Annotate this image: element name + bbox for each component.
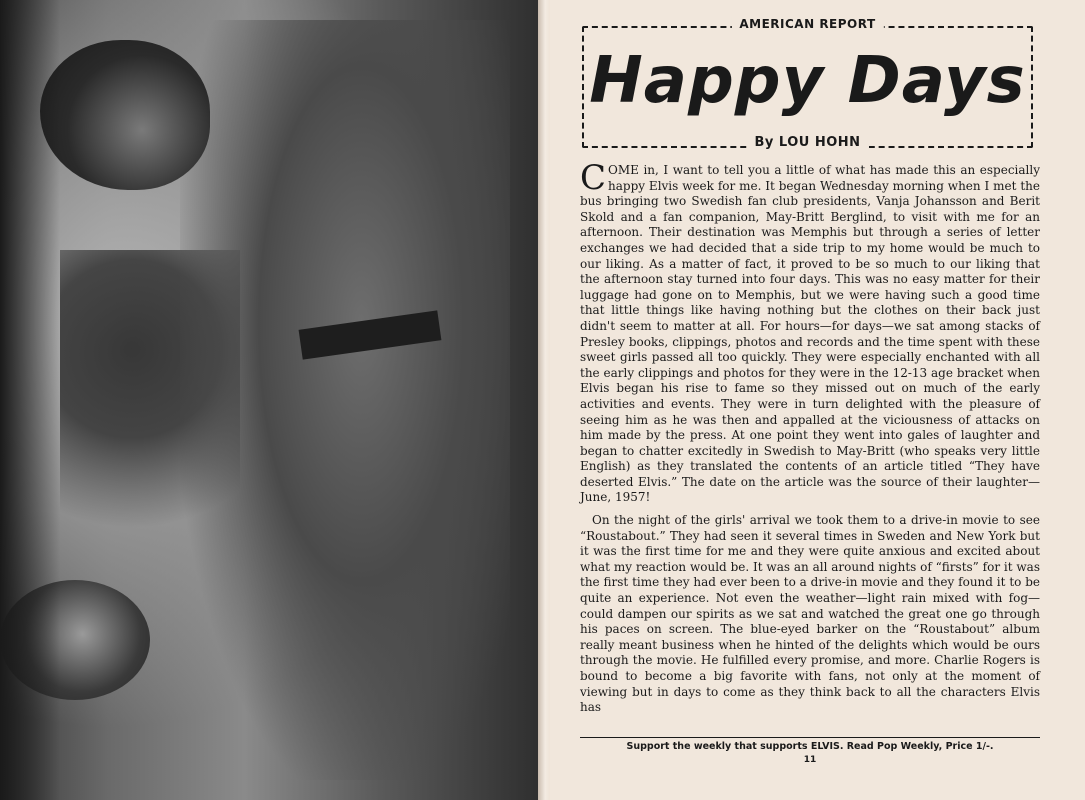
article-title: Happy Days [589, 44, 1026, 118]
drop-cap: C [580, 158, 607, 198]
headline-box [582, 17, 1033, 150]
photo-main-figure [180, 20, 510, 780]
photo-frame-shadow [0, 0, 60, 800]
article-page [550, 0, 1085, 800]
byline: By LOU HOHN [746, 135, 868, 150]
section-kicker: AMERICAN REPORT [731, 17, 883, 31]
footer-tagline: Support the weekly that supports ELVIS. Read Pop Weekly, Price 1/-. [626, 741, 994, 752]
paragraph-1-text: OME in, I want to tell you a little of what has made this an especially happy Elvis week for me. It began Wednesday morning when I met the bus bringing two Swedish fan club presidents, Vanja Johansson and Berit Skold and a fan companion, May-Britt Berglind, to visit with me for an afternoon. Their destination was Memphis but through a series of letter exchanges we had decided that a side trip to my home would be much to our liking. As a matter of fact, it proved to be so much to our liking that the afternoon stay turned into four days. This was no easy matter for their luggage had gone on to Memphis, but we were having such a good time that little things like having nothing but the clothes on their back just didn't seem to matter at all. For hours—for days—we sat among stacks of Presley books, clippings, photos and records and the time spent with these sweet girls passed all too quickly. They were especially enchanted with all the early clippings and photos for they were in the 12-13 age bracket when Elvis began his rise to fame so they missed out on much of the early activities and events. They were in turn delighted with the pleasure of seeing him as he was then and appalled at the viciousness of attacks on him made by the press. At one point they went into gales of laughter and began to chatter excitedly in Swedish to May-Britt (who speaks very little English) as they translated the contents of an article titled “They have deserted Elvis.” The date on the article was the source of their laughter—June, 1957! [580, 163, 1040, 505]
article-body [580, 158, 1040, 723]
page-gutter [538, 0, 550, 800]
footer-rule [580, 737, 1040, 738]
paragraph-1 [580, 158, 1040, 506]
page-number: 11 [803, 755, 817, 765]
paragraph-2: On the night of the girls' arrival we took them to a drive-in movie to see “Roustabout.” They had seen it several times in Sweden and New York but it was the first time for me and they were quite anxious and excited about what my reaction would be. It was an all around nights of “firsts” for it was the first time they had ever been to a drive-in movie and they found it to be quite an experience. Not even the weather—light rain mixed with fog—could dampen our spirits as we sat and watched the great one go through his paces on screen. The blue-eyed barker on the “Roustabout” album really meant business when he hinted of the delights which would be ours through the movie. He fulfilled every promise, and more. Charlie Rogers is bound to become a big favorite with fans, not only at the moment of viewing but in days to come as they think back to all the characters Elvis has [580, 513, 1040, 715]
